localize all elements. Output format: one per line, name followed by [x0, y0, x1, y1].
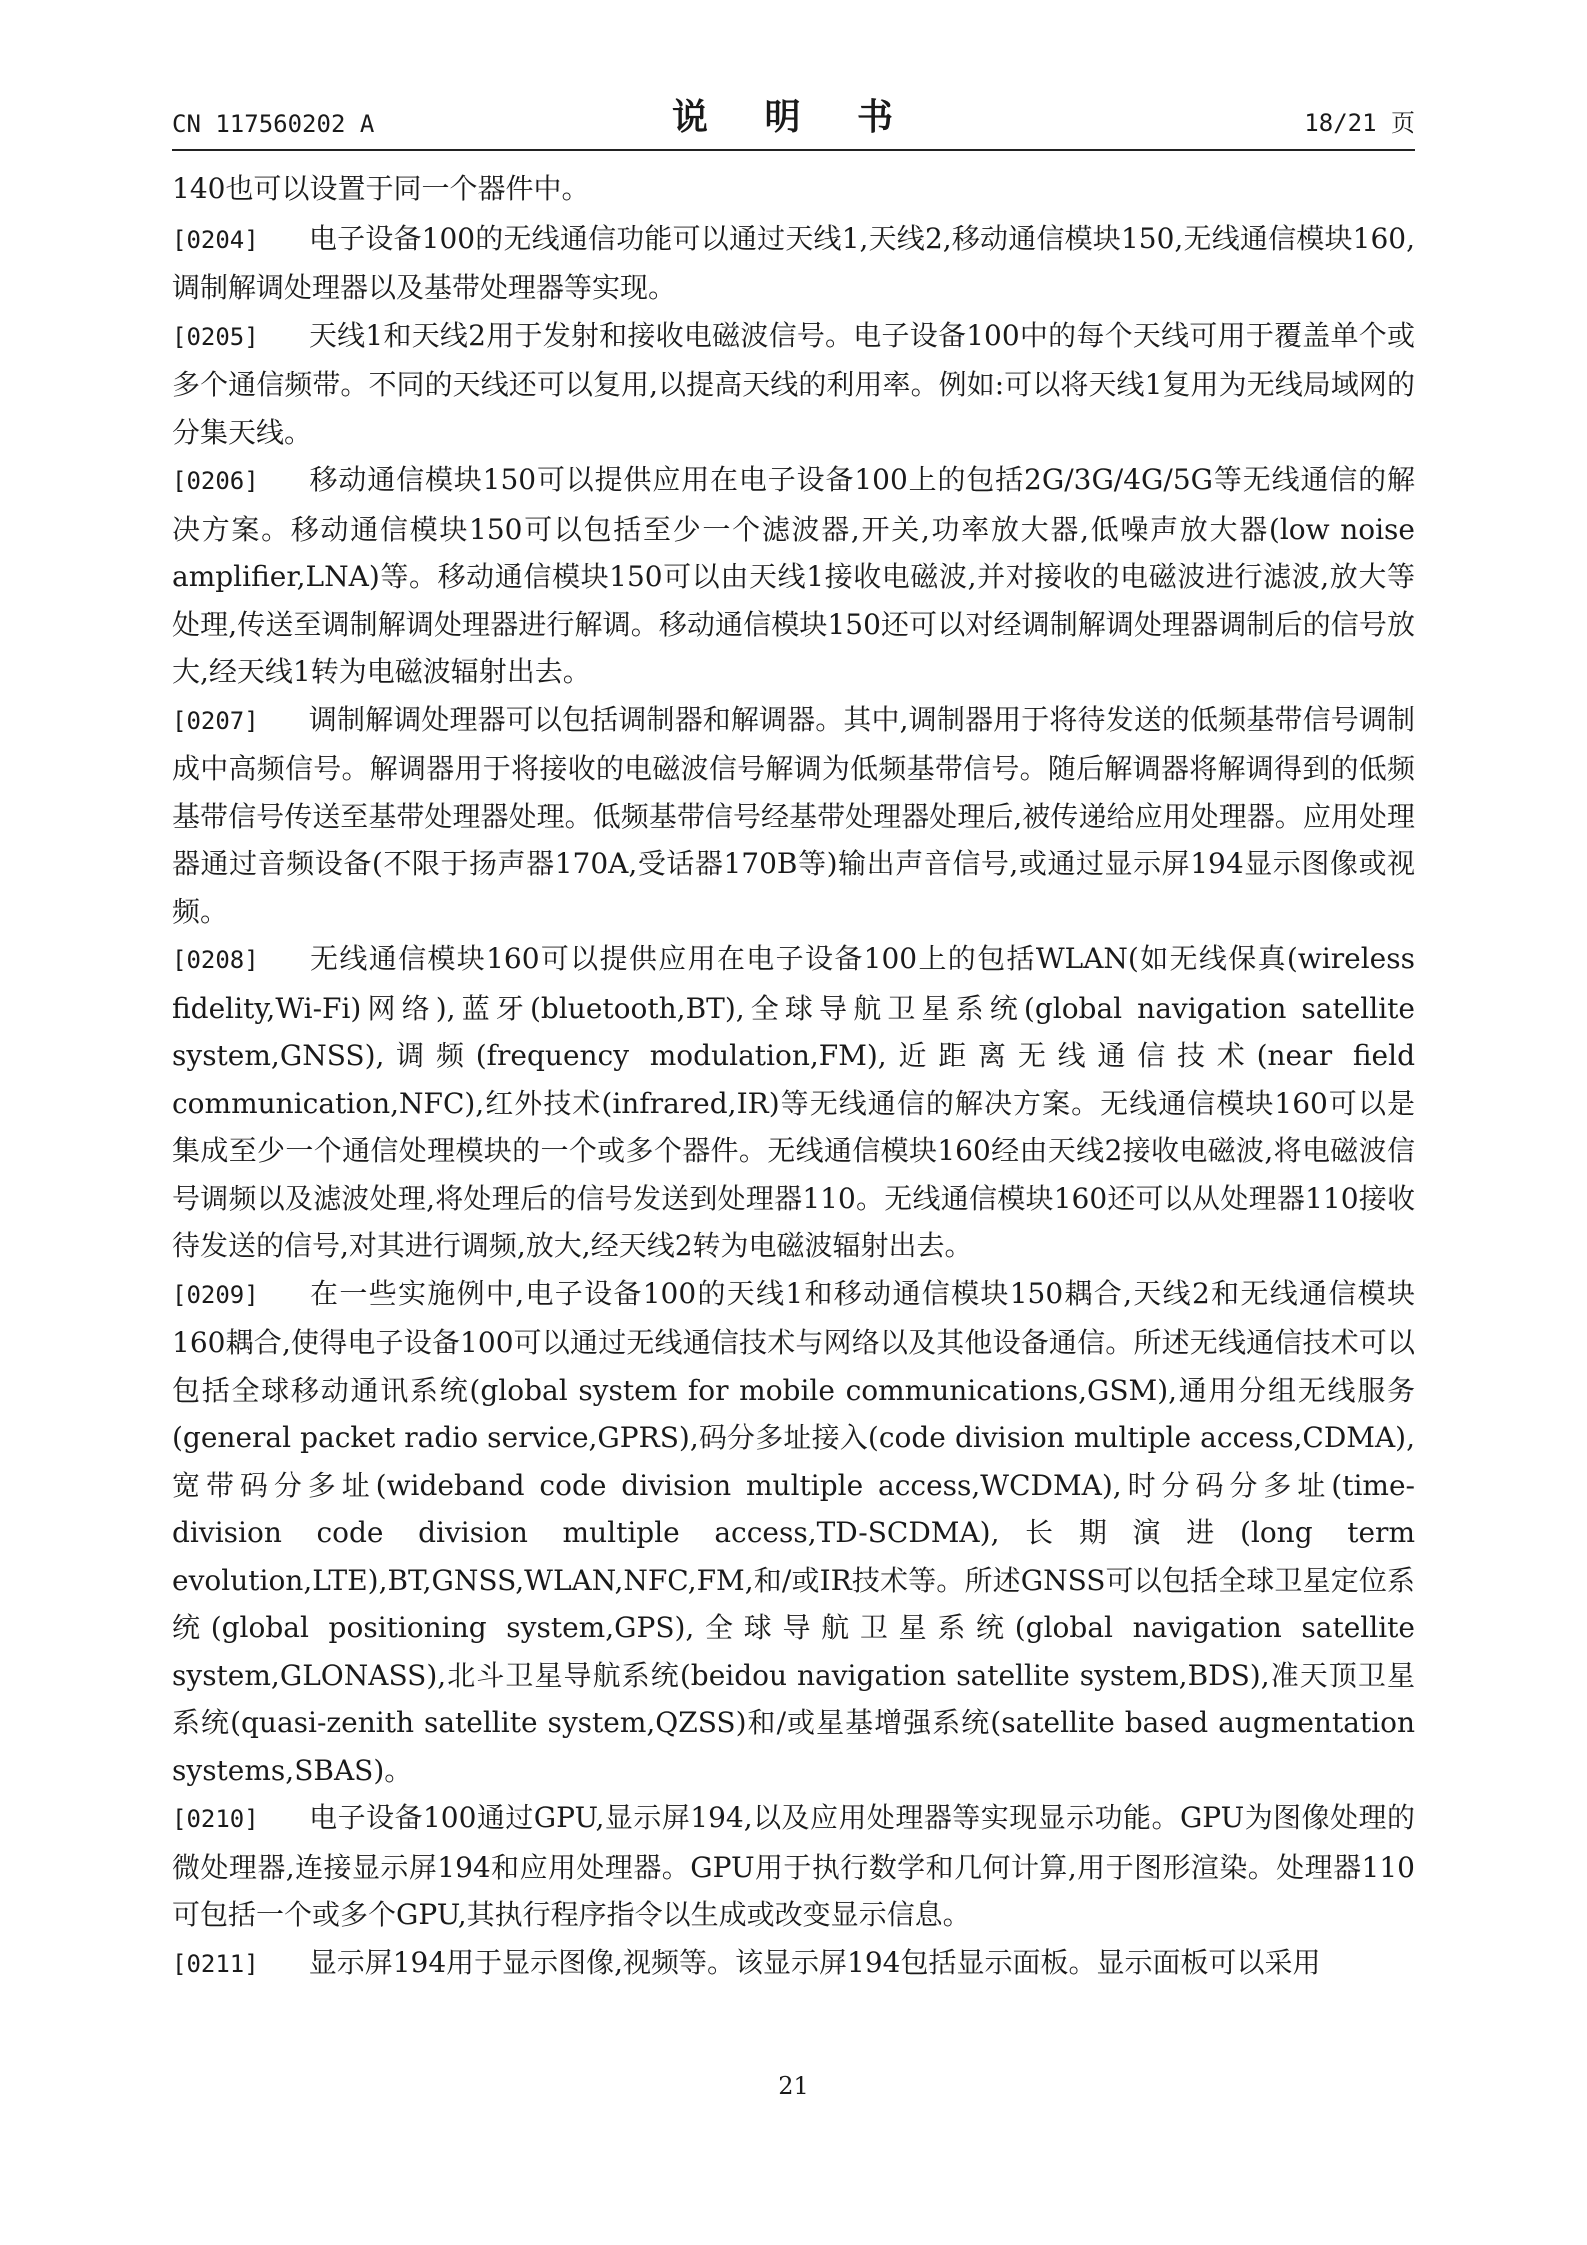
paragraph [172, 456, 1415, 696]
paragraph-number: [0209] [172, 1280, 259, 1309]
paragraph [172, 1270, 1415, 1795]
paragraph-text: 天线1和天线2用于发射和接收电磁波信号。电子设备100中的每个天线可用于覆盖单个或多个通信频带。不同的天线还可以复用,以提高天线的利用率。例如:可以将天线1复用为无线局域网的分集天线。 [172, 318, 1415, 449]
paragraph-text: 移动通信模块150可以提供应用在电子设备100上的包括2G/3G/4G/5G等无线通信的解决方案。移动通信模块150可以包括至少一个滤波器,开关,功率放大器,低噪声放大器(low noise amplifier,LNA)等。移动通信模块150可以由天线1接收电磁波,并对接收的电磁波进行滤波,放大等处理,传送至调制解调处理器进行解调。移动通信模块150还可以对经调制解调处理器调制后的信号放大,经天线1转为电磁波辐射出去。 [172, 463, 1415, 688]
paragraph-text: 140也可以设置于同一个器件中。 [172, 172, 590, 205]
paragraph-text: 调制解调处理器可以包括调制器和解调器。其中,调制器用于将待发送的低频基带信号调制成中高频信号。解调器用于将接收的电磁波信号解调为低频基带信号。随后解调器将解调得到的低频基带信号传送至基带处理器处理。低频基带信号经基带处理器处理后,被传递给应用处理器。应用处理器通过音频设备(不限于扬声器170A,受话器170B等)输出声音信号,或通过显示屏194显示图像或视频。 [172, 702, 1415, 928]
publication-number: CN 117560202 A [172, 110, 375, 138]
paragraph-number: [0205] [172, 322, 259, 351]
paragraph-number: [0204] [172, 225, 259, 254]
page-indicator: 18/21 页 [1304, 109, 1415, 137]
paragraph-text: 电子设备100通过GPU,显示屏194,以及应用处理器等实现显示功能。GPU为图像处理的微处理器,连接显示屏194和应用处理器。GPU用于执行数学和几何计算,用于图形渲染。处理器110可包括一个或多个GPU,其执行程序指令以生成或改变显示信息。 [172, 1801, 1415, 1931]
paragraph-text: 电子设备100的无线通信功能可以通过天线1,天线2,移动通信模块150,无线通信模块160,调制解调处理器以及基带处理器等实现。 [172, 221, 1415, 304]
document-body [172, 165, 1415, 1988]
page-header [172, 92, 1415, 144]
paragraph-number: [0206] [172, 467, 259, 495]
paragraph [172, 1794, 1415, 1939]
paragraph-number: [0207] [172, 706, 259, 735]
paragraph-text: 在一些实施例中,电子设备100的天线1和移动通信模块150耦合,天线2和无线通信模块160耦合,使得电子设备100可以通过无线通信技术与网络以及其他设备通信。所述无线通信技术可以包括全球移动通讯系统(global system for mobile communications,GSM),通用分组无线服务(general packet radio service,GPRS),码分多址接入(code division multiple access,CDMA),宽带码分多址(wideband code division multiple access,WCDMA),时分码分多址(time-division code division multiple access,TD-SCDMA),长期演进(long term evolution,LTE),BT,GNSS,WLAN,NFC,FM,和/或IR技术等。所述GNSS可以包括全球卫星定位系统(global positioning system,GPS),全球导航卫星系统(global navigation satellite system,GLONASS),北斗卫星导航系统(beidou navigation satellite system,BDS),准天顶卫星系统(quasi-zenith satellite system,QZSS)和/或星基增强系统(satellite based augmentation systems,SBAS)。 [172, 1276, 1415, 1787]
paragraph [172, 935, 1415, 1270]
document-title: 说 明 书 [671, 97, 916, 138]
paragraph-number: [0208] [172, 946, 259, 974]
paragraph [172, 1939, 1415, 1989]
paragraph-text: 显示屏194用于显示图像,视频等。该显示屏194包括显示面板。显示面板可以采用 [308, 1945, 1321, 1979]
paragraph-number: [0210] [172, 1805, 259, 1833]
paragraph-text: 无线通信模块160可以提供应用在电子设备100上的包括WLAN(如无线保真(wireless fidelity,Wi-Fi)网络),蓝牙(bluetooth,BT),全球导航卫星系统(global navigation satellite system,GNSS),调频(frequency modulation,FM),近距离无线通信技术(near field communication,NFC),红外技术(infrared,IR)等无线通信的解决方案。无线通信模块160可以是集成至少一个通信处理模块的一个或多个器件。无线通信模块160经由天线2接收电磁波,将电磁波信号调频以及滤波处理,将处理后的信号发送到处理器110。无线通信模块160还可以从处理器110接收待发送的信号,对其进行调频,放大,经天线2转为电磁波辐射出去。 [172, 942, 1415, 1262]
paragraph [172, 312, 1415, 457]
header-divider [172, 149, 1415, 151]
paragraph [172, 215, 1415, 312]
paragraph [172, 165, 1415, 215]
paragraph [172, 696, 1415, 936]
page-number: 21 [778, 2072, 809, 2100]
paragraph-number: [0211] [172, 1949, 259, 1978]
